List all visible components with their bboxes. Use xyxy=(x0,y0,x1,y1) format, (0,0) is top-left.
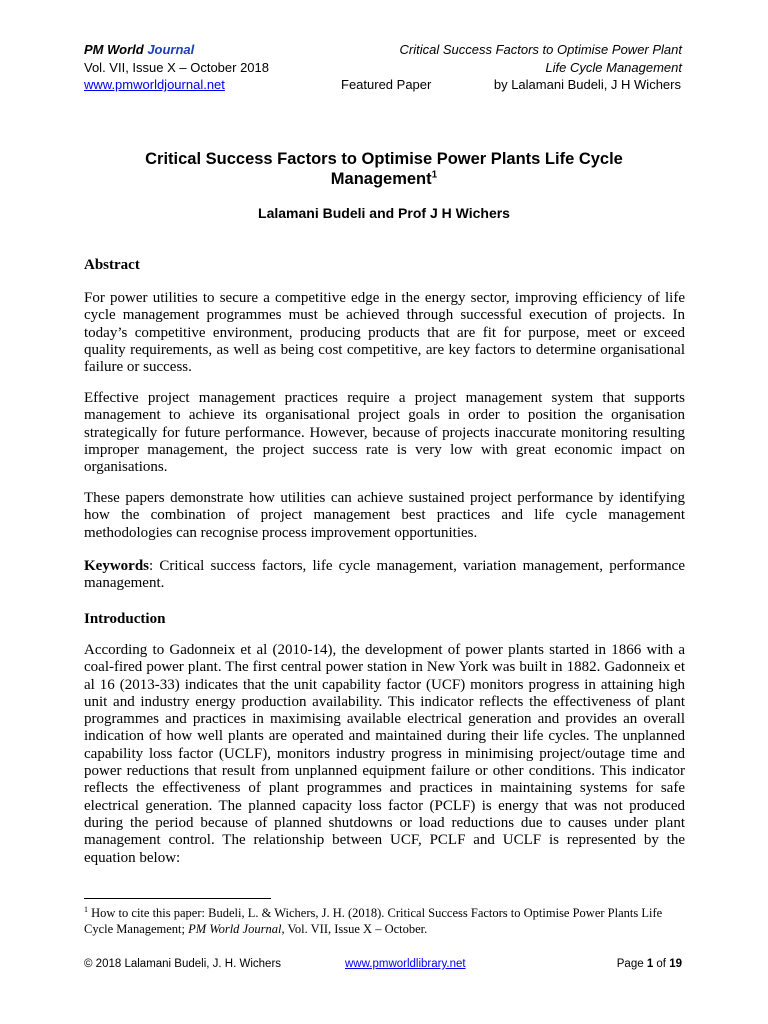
article-authors: Lalamani Budeli and Prof J H Wichers xyxy=(258,205,510,221)
article-title xyxy=(84,149,684,189)
article-title-line1: Critical Success Factors to Optimise Power Plants Life Cycle xyxy=(145,150,623,168)
keywords xyxy=(84,558,685,593)
introduction-paragraph-1: According to Gadonneix et al (2010-14), the development of power plants started in 1866 with a coal-fired power plant. The first central power station in New York was built in 1882. Gadonneix et al 16 (2013-33) indicates that the unit capability factor (UCF) monitors progress in attaining high unit and industry energy production availability. This indicator reflects the effectiveness of plant programmes and practices in maximising available electrical generation and provides an overall indication of how well plants are operated and maintained during their life cycles. The unplanned capability loss factor (UCLF), monitors industry progress in minimising project/outage time and power reductions that result from unplanned equipment failure or other conditions. This indicator reflects the effectiveness of plant programmes and practices in maintaining systems for safe electrical generation. The planned capacity loss factor (PCLF) is energy that was not produced during the period because of planned shutdowns or load reductions due to causes under plant management control. The relationship between UCF, PCLF and UCLF is represented by the equation below: xyxy=(84,642,685,866)
footnote xyxy=(84,905,685,937)
footer-copyright: © 2018 Lalamani Budeli, J. H. Wichers xyxy=(84,958,282,970)
page-indicator xyxy=(617,957,682,971)
article-title-line2 xyxy=(84,169,684,189)
page-label: Page xyxy=(616,958,647,970)
abstract-heading: Abstract xyxy=(84,257,140,273)
footer-website-link[interactable]: www.pmworldlibrary.net xyxy=(345,958,466,970)
running-title-line1: Critical Success Factors to Optimise Power Plant xyxy=(399,42,682,57)
article-title-text: Management xyxy=(330,170,432,188)
abstract-paragraph-3: These papers demonstrate how utilities can achieve sustained project performance by identifying how the combination of project management best practices and life cycle management methodologies can recognise process improvement opportunities. xyxy=(84,490,685,541)
page-number: 1 xyxy=(646,958,654,970)
journal-name xyxy=(84,42,194,58)
abstract-paragraph-1: For power utilities to secure a competitive edge in the energy sector, improving efficiency of life cycle management programmes must be achieved through successful execution of projects. In today’s competitive environment, producing products that are fit for purpose, meet or exceed quality requirements, as well as being cost competitive, are key factors to determine organisational failure or success. xyxy=(84,290,685,376)
section-label: Featured Paper xyxy=(341,77,432,92)
footnote-text-a: How to cite this paper: Budeli, L. & Wichers, J. H. (2018). Critical Success Factors to Optimise Power Plants Life Cycle Management; xyxy=(84,906,663,936)
journal-website-link[interactable]: www.pmworldjournal.net xyxy=(84,77,225,92)
page-of: of xyxy=(653,958,670,970)
running-title-line2: Life Cycle Management xyxy=(545,60,682,75)
keywords-label: Keywords xyxy=(84,558,149,574)
keywords-text: : Critical success factors, life cycle management, variation management, performance management. xyxy=(84,558,685,592)
abstract-paragraph-2: Effective project management practices require a project management system that supports management to achieve its organisational project goals in order to position the organisation strategically for future performance. However, because of projects inaccurate monitoring resulting improper management, the project success rate is very low with great economic impact on organisations. xyxy=(84,390,685,476)
issue-info: Vol. VII, Issue X – October 2018 xyxy=(84,60,269,75)
page-total: 19 xyxy=(669,958,682,970)
title-footnote-mark: 1 xyxy=(431,169,438,181)
journal-name-pm: PM World xyxy=(84,42,148,57)
footnote-journal: PM World Journal xyxy=(188,922,282,936)
footnote-separator xyxy=(84,898,271,899)
footnote-mark: 1 xyxy=(84,904,88,914)
byline: by Lalamani Budeli, J H Wichers xyxy=(493,77,681,92)
footnote-text-b: , Vol. VII, Issue X – October. xyxy=(281,922,428,936)
journal-name-journal: Journal xyxy=(147,42,195,57)
introduction-heading: Introduction xyxy=(84,611,166,627)
